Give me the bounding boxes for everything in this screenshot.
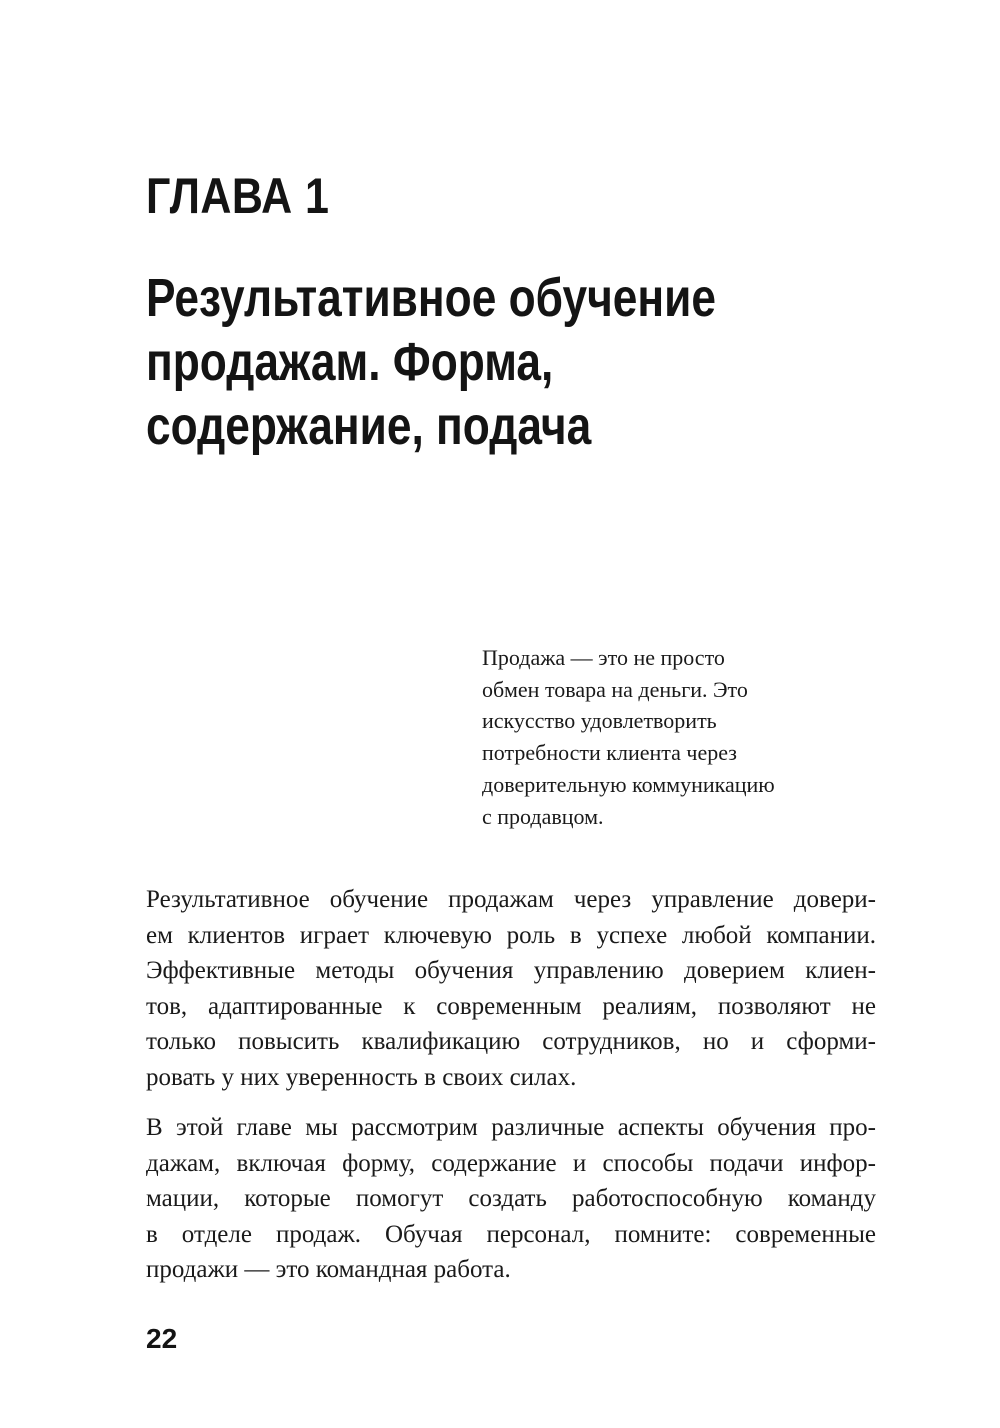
paragraph-line: мации, которые помогут создать работоспособную команду	[146, 1185, 876, 1213]
paragraph-line: тов, адаптированные к современным реалиям, позволяют не	[146, 992, 876, 1020]
page-number: 22	[146, 1323, 178, 1354]
body-paragraph-2	[146, 1110, 876, 1288]
chapter-label: ГЛАВА 1	[146, 168, 330, 224]
paragraph-line: дажам, включая форму, содержание и способы подачи инфор-	[146, 1149, 876, 1177]
epigraph	[482, 642, 862, 832]
paragraph-line: ровать у них уверенность в своих силах.	[146, 1063, 577, 1091]
body-paragraph-1	[146, 882, 876, 1096]
paragraph-line: в отделе продаж. Обучая персонал, помните: современные	[146, 1220, 876, 1248]
paragraph-line: продажи — это командная работа.	[146, 1256, 511, 1284]
epigraph-line: обмен товара на деньги. Это	[482, 676, 748, 702]
chapter-title	[146, 266, 716, 458]
paragraph-line: ем клиентов играет ключевую роль в успехе любой компании.	[146, 921, 876, 949]
chapter-title-line: продажам. Форма,	[146, 332, 554, 392]
epigraph-line: искусство удовлетворить	[482, 708, 717, 734]
paragraph-line: только повысить квалификацию сотрудников, но и сформи-	[146, 1028, 876, 1056]
paragraph-line: В этой главе мы рассмотрим различные аспекты обучения про-	[146, 1114, 876, 1141]
epigraph-line: доверительную коммуникацию	[482, 771, 775, 797]
epigraph-line: с продавцом.	[482, 803, 604, 829]
epigraph-line: потребности клиента через	[482, 740, 737, 766]
chapter-title-line: содержание, подача	[146, 396, 592, 456]
epigraph-line: Продажа — это не просто	[482, 645, 725, 670]
paragraph-line: Результативное обучение продажам через управление довери-	[146, 886, 876, 913]
paragraph-line: Эффективные методы обучения управлению доверием клиен-	[146, 957, 876, 985]
chapter-title-line: Результативное обучение	[146, 268, 717, 328]
